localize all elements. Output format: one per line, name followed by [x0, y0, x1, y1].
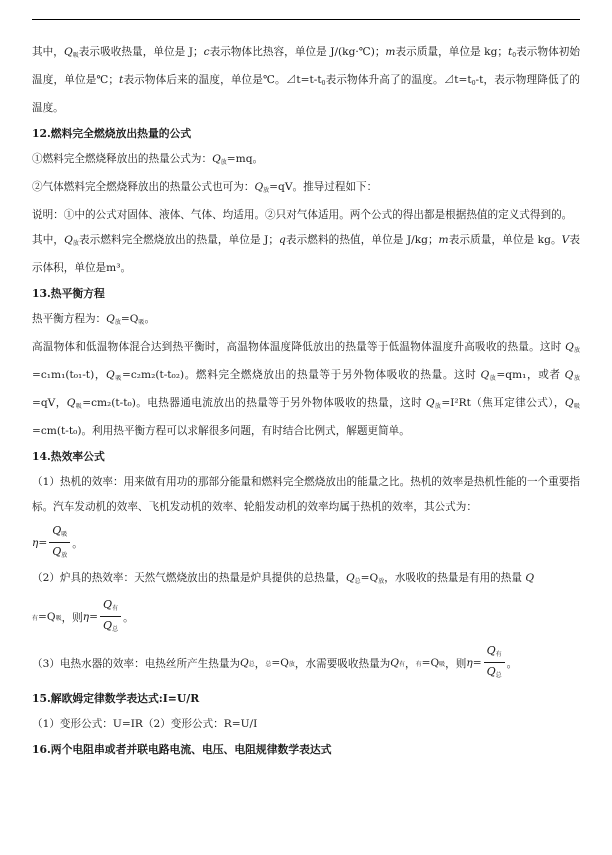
ohm-variants: （1）变形公式：U=IR（2）变形公式：R=U/I [32, 718, 258, 730]
section-14-heading: 14.热效率公式 [32, 450, 105, 463]
fraction: $\frac{Q_有}{Q_总}$ [484, 644, 505, 682]
fraction: $\frac{Q_有}{Q_总}$ [100, 598, 121, 636]
heat-balance-equation: 热平衡方程为：$Q_放=Q_吸$。 [32, 313, 156, 326]
intro-paragraph: 其中，$Q_吸$表示吸收热量，单位是 J；c表示物体比热容，单位是 J/(kg·℃)；m表示质量，单位是 kg；$t_0$表示物体初始温度，单位是℃；t表示物体后来的温度，单位是℃。$⊿t=t-t_0$表示物体升高了的温度。$⊿t=t_0-t$，表示物理降低了的温度。 [32, 46, 581, 114]
formula-qv: ②气体燃料完全燃烧释放出的热量公式也可为：$Q_放=qV$。推导过程如下： [32, 181, 378, 194]
engine-efficiency-text: （1）热机的效率：用来做有用功的那部分能量和燃料完全燃烧放出的能量之比。热机的效率是热机性能的一个重要指标。汽车发动机的效率、飞机发动机的效率、轮船发动机的效率均属于热机的效率，其公式为： [32, 476, 580, 513]
header-rule [32, 19, 580, 20]
heat-balance-text: 高温物体和低温物体混合达到热平衡时，高温物体温度降低放出的热量等于低温物体温度升高吸收的热量。这时 $Q_放=c_1m_1(t_{01}-t)$，$Q_吸=c_2m_2(t-t_{02})$。燃料完全燃烧放出的热量等于另外物体吸收的热量。这时 $Q_放=qm_1$，或者 $Q_放=qV$，$Q_吸=cm_2(t-t_0)$。电热器通电流放出的热量等于另外物体吸收的热量，这时 $Q_放=I^2Rt$（焦耳定律公式），$Q_吸=cm(t-t_0)$。利用热平衡方程可以求解很多问题，有时结合比例式，解题更简单。 [32, 341, 580, 437]
units-12: 其中，$Q_放$表示燃料完全燃烧放出的热量，单位是 J；q表示燃料的热值，单位是 J/kg；m表示质量，单位是 kg。V表示体积，单位是m³。 [32, 234, 581, 274]
section-12-heading: 12.燃料完全燃烧放出热量的公式 [32, 127, 192, 140]
document-body [32, 40, 580, 763]
stove-efficiency-formula: 有 =Q 吸 ，则 η = $\frac{Q_有}{Q_总}$ 。 [32, 594, 580, 640]
section-15-heading: 15.解欧姆定律数学表达式:I=U/R [32, 692, 200, 705]
note-12: 说明：①中的公式对固体、液体、气体、均适用。②只对气体适用。两个公式的得出都是根据热值的定义式得到的。 [32, 209, 573, 221]
stove-efficiency-text: （2）炉具的热效率：天然气燃烧放出的热量是炉具提供的总热量，$Q_总=Q_放$，水吸收的热量是有用的热量 Q [32, 572, 535, 585]
engine-efficiency-formula: η = $\frac{Q_吸}{Q_放}$ 。 [32, 520, 580, 566]
section-13-heading: 13.热平衡方程 [32, 287, 105, 300]
heater-efficiency: （3）电热水器的效率：电热丝所产生热量为 Q 总 ， 总 =Q 放 ，水需要吸收热量为 Q 有 ， 有 =Q 吸 ，则 η = $\frac{Q_有}{Q_总}$ 。 [32, 640, 580, 686]
formula-mq: ①燃料完全燃烧释放出的热量公式为：$Q_放=mq$。 [32, 153, 264, 166]
section-16-heading: 16.两个电阻串或者并联电路电流、电压、电阻规律数学表达式 [32, 743, 332, 756]
fraction: $\frac{Q_吸}{Q_放}$ [49, 524, 70, 562]
